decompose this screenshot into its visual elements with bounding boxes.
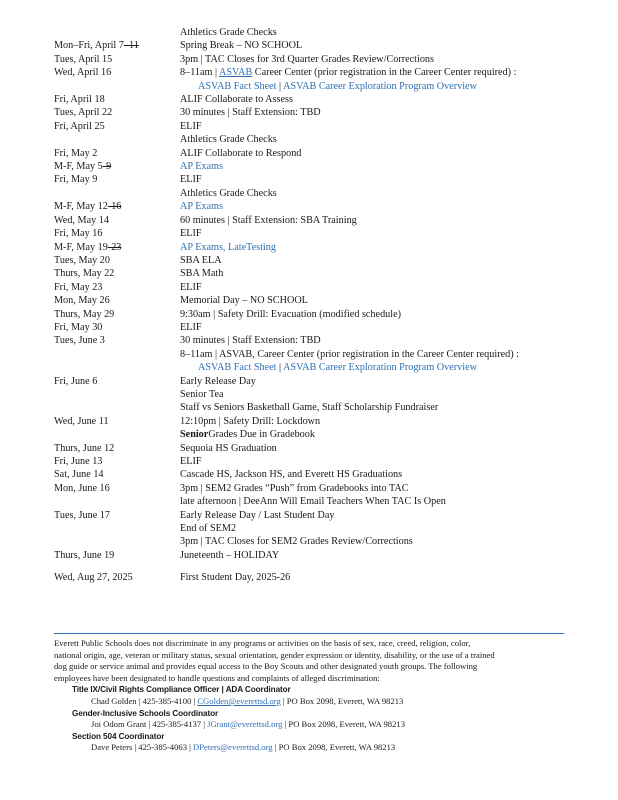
event-text: Staff vs Seniors Basketball Game, Staff Scholarship Fundraiser: [180, 402, 439, 414]
date-struck-text: -23: [107, 241, 122, 253]
schedule-row: [54, 147, 594, 160]
schedule-row: [54, 549, 594, 562]
schedule-row: [54, 26, 594, 39]
event-text: Career Center (prior registration in the Career Center required) :: [252, 67, 517, 79]
schedule-row: [54, 241, 594, 254]
schedule-event: [180, 281, 202, 294]
event-text: ALIF Collaborate to Assess: [180, 94, 293, 106]
schedule-date: [54, 361, 180, 374]
schedule-row: [54, 334, 594, 347]
date-struck-text: -9: [102, 161, 112, 173]
schedule-row: [54, 80, 594, 93]
schedule-row: [54, 173, 594, 186]
date-text: Sat, June 14: [54, 469, 104, 481]
date-text: Wed, June 11: [54, 415, 109, 427]
schedule-event: [180, 120, 202, 133]
event-text: 3pm | SEM2 Grades “Push” from Gradebooks into TAC: [180, 482, 409, 494]
date-text: Fri, May 30: [54, 321, 103, 333]
schedule-event: [180, 39, 302, 52]
schedule-row: [54, 571, 594, 584]
event-text: 8–11am | ASVAB, Career Center (prior registration in the Career Center required) :: [180, 348, 519, 360]
schedule-event: [180, 227, 202, 240]
schedule-event: [180, 549, 279, 562]
schedule-event: [180, 53, 434, 66]
date-text: Thurs, June 12: [54, 442, 115, 454]
event-text: Athletics Grade Checks: [180, 27, 277, 38]
schedule-date: [54, 509, 180, 522]
schedule-date: [54, 147, 180, 160]
schedule-date: [54, 375, 180, 388]
schedule-date: [54, 214, 180, 227]
schedule-date: [54, 267, 180, 280]
event-text: Early Release Day / Last Student Day: [180, 509, 335, 521]
contact-title: Gender-Inclusive Schools Coordinator: [72, 708, 219, 718]
date-text: Wed, April 16: [54, 67, 112, 79]
schedule-date: [54, 26, 180, 39]
schedule-date: [54, 482, 180, 495]
date-text: Thurs, June 19: [54, 549, 115, 561]
contact-email-link[interactable]: CGolden@everettsd.org: [197, 695, 281, 706]
schedule-event: [180, 415, 320, 428]
event-text: First Student Day, 2025-26: [180, 572, 291, 584]
date-text: Fri, April 18: [54, 94, 105, 106]
event-text: 3pm | TAC Closes for SEM2 Grades Review/Corrections: [180, 536, 413, 548]
schedule-event: [180, 214, 357, 227]
schedule-event: [180, 482, 409, 495]
schedule-date: [54, 133, 180, 146]
schedule-row: [54, 321, 594, 334]
schedule-row: [54, 214, 594, 227]
date-text: Tues, June 17: [54, 509, 110, 521]
schedule-date: [54, 173, 180, 186]
schedule-row: [54, 133, 594, 146]
schedule-event: [180, 571, 290, 584]
date-text: Tues, April 22: [54, 107, 113, 119]
schedule-date: [54, 334, 180, 347]
schedule-row: [54, 482, 594, 495]
resource-link[interactable]: ASVAB Fact Sheet: [198, 362, 277, 374]
event-text: Athletics Grade Checks: [180, 187, 277, 199]
schedule-date: [54, 93, 180, 106]
schedule-event: [180, 428, 315, 441]
schedule-row: [54, 361, 594, 374]
event-text: |: [276, 362, 284, 374]
schedule-date: [54, 53, 180, 66]
event-text: |: [276, 80, 284, 92]
schedule-row: [54, 428, 594, 441]
schedule-event: [180, 66, 516, 79]
date-text: M-F, May 5: [54, 161, 103, 173]
event-text: ELIF: [180, 174, 202, 186]
event-text: Sequoia HS Graduation: [180, 442, 277, 454]
schedule-date: [54, 66, 180, 79]
schedule-date: [54, 160, 180, 173]
date-text: Fri, May 9: [54, 174, 98, 186]
contact-line: [54, 719, 574, 731]
schedule-row: [54, 281, 594, 294]
event-bold-text: Senior: [180, 429, 209, 441]
statement-line: Everett Public Schools does not discriminate in any programs or activities on the basis of sex, race, creed, religion, color,: [54, 638, 471, 648]
schedule-row: [54, 106, 594, 119]
date-text: Wed, May 14: [54, 214, 109, 226]
schedule-event: [180, 375, 256, 388]
schedule-event: [180, 254, 222, 267]
date-text: Fri, June 6: [54, 375, 98, 387]
date-text: Mon–Fri, April 7: [54, 40, 124, 52]
schedule-date: [54, 442, 180, 455]
schedule-row: [54, 200, 594, 213]
ap-exams-link[interactable]: AP Exams: [180, 161, 223, 173]
date-struck-text: -16: [107, 201, 122, 213]
contact-email-link[interactable]: DPeters@everettsd.org: [193, 742, 273, 753]
event-text: Senior Tea: [180, 388, 224, 400]
contact-address: | PO Box 2098, Everett, WA 98213: [280, 695, 404, 706]
schedule-row: [54, 160, 594, 173]
event-text: 30 minutes | Staff Extension: TBD: [180, 107, 321, 119]
date-text: Mon, May 26: [54, 295, 110, 307]
date-text: M-F, May 12: [54, 201, 108, 213]
schedule-row: [54, 120, 594, 133]
schedule-date: [54, 321, 180, 334]
schedule-row: [54, 535, 594, 548]
schedule-row: [54, 227, 594, 240]
schedule-event: [180, 267, 223, 280]
event-text: 3pm | TAC Closes for 3rd Quarter Grades Review/Corrections: [180, 53, 434, 65]
schedule-row: [54, 388, 594, 401]
resource-link[interactable]: ASVAB Career Exploration Program Overview: [283, 362, 477, 374]
contact-list: [54, 684, 574, 754]
schedule-event: [180, 321, 202, 334]
date-text: Thurs, May 22: [54, 268, 115, 280]
schedule-date: [54, 388, 180, 401]
statement-line: dog guide or service animal and provides equal access to the Boy Scouts and other designated youth groups. The following: [54, 661, 478, 672]
contact-name-phone: Dave Peters | 425-385-4063 |: [91, 742, 194, 753]
schedule-event: [180, 106, 321, 119]
resource-link[interactable]: ASVAB Fact Sheet: [198, 80, 277, 92]
schedule-table: [54, 26, 594, 585]
date-text: Fri, May 2: [54, 147, 98, 159]
schedule-row: [54, 93, 594, 106]
schedule-event: [180, 468, 402, 481]
schedule-date: [54, 106, 180, 119]
statement-line: national origin, age, veteran or military status, sexual orientation, gender expression or identity, disability, or the use of a trained: [54, 649, 495, 660]
contact-name-phone: Chad Golden | 425-385-4100 |: [91, 695, 198, 706]
schedule-row: [54, 254, 594, 267]
schedule-event: [180, 348, 519, 361]
contact-line: [54, 742, 574, 754]
contact-address: | PO Box 2098, Everett, WA 98213: [282, 719, 405, 730]
date-text: Wed, Aug 27, 2025: [54, 572, 133, 584]
event-text: End of SEM2: [180, 523, 237, 535]
schedule-row: [54, 348, 594, 361]
date-text: Tues, June 3: [54, 335, 105, 347]
schedule-event: [180, 495, 446, 508]
event-text: 9:30am | Safety Drill: Evacuation (modified schedule): [180, 308, 402, 320]
schedule-date: [54, 348, 180, 361]
schedule-date: [54, 549, 180, 562]
event-text: late afternoon | DeeAnn Will Email Teachers When TAC Is Open: [180, 496, 446, 508]
schedule-event: [180, 187, 277, 200]
schedule-row: [54, 53, 594, 66]
schedule-date: [54, 254, 180, 267]
contact-name-phone: Joi Odom Grant | 425-385-4137 |: [91, 719, 208, 730]
schedule-event: [180, 388, 224, 401]
event-text: Juneteenth – HOLIDAY: [180, 549, 280, 561]
schedule-row: [54, 415, 594, 428]
schedule-row: [54, 468, 594, 481]
schedule-date: [54, 227, 180, 240]
schedule-event: [180, 147, 301, 160]
schedule-date: [54, 241, 180, 254]
event-text: Spring Break – NO SCHOOL: [180, 40, 303, 52]
schedule-date: [54, 294, 180, 307]
schedule-date: [54, 571, 180, 584]
schedule-date: [54, 80, 180, 93]
schedule-row: [54, 455, 594, 468]
schedule-date: [54, 535, 180, 548]
schedule-date: [54, 522, 180, 535]
date-text: Thurs, May 29: [54, 308, 115, 320]
schedule-date: [54, 428, 180, 441]
schedule-date: [54, 415, 180, 428]
schedule-row: [54, 39, 594, 52]
schedule-event: [180, 509, 334, 522]
schedule-event: [180, 308, 401, 321]
schedule-event: [180, 334, 321, 347]
schedule-event: [180, 26, 277, 39]
schedule-date: [54, 281, 180, 294]
schedule-row: [54, 308, 594, 321]
schedule-date: [54, 455, 180, 468]
schedule-date: [54, 468, 180, 481]
date-text: Tues, April 15: [54, 53, 113, 65]
schedule-event: [180, 455, 202, 468]
event-text: SBA Math: [180, 268, 224, 280]
date-text: Tues, May 20: [54, 254, 110, 266]
schedule-row: [54, 442, 594, 455]
schedule-row: [54, 495, 594, 508]
date-text: Fri, May 23: [54, 281, 103, 293]
event-text: ELIF: [180, 321, 202, 333]
schedule-event: [180, 173, 202, 186]
event-text: ELIF: [180, 228, 202, 240]
event-text: 8–11am |: [180, 67, 220, 79]
event-text: ALIF Collaborate to Respond: [180, 147, 302, 159]
schedule-row: [54, 294, 594, 307]
event-text: Athletics Grade Checks: [180, 134, 277, 146]
event-text: 12:10pm | Safety Drill: Lockdown: [180, 415, 321, 427]
date-struck-text: –11: [123, 40, 139, 52]
schedule-event: [180, 442, 277, 455]
schedule-event: [180, 361, 477, 374]
footer-divider: [54, 633, 564, 634]
schedule-date: [54, 200, 180, 213]
event-text: Cascade HS, Jackson HS, and Everett HS Graduations: [180, 469, 403, 481]
schedule-event: [180, 200, 223, 213]
schedule-date: [54, 39, 180, 52]
schedule-date: [54, 401, 180, 414]
schedule-date: [54, 120, 180, 133]
event-text: Memorial Day – NO SCHOOL: [180, 295, 308, 307]
nondiscrimination-footer: [54, 638, 574, 754]
event-text: 30 minutes | Staff Extension: TBD: [180, 335, 321, 347]
ap-exams-link[interactable]: AP Exams, LateTesting: [180, 241, 276, 253]
resource-link[interactable]: ASVAB Career Exploration Program Overview: [283, 80, 477, 92]
schedule-event: [180, 93, 293, 106]
schedule-row: [54, 66, 594, 79]
schedule-event: [180, 294, 308, 307]
contact-title: Section 504 Coordinator: [72, 731, 165, 741]
schedule-row: [54, 375, 594, 388]
schedule-date: [54, 308, 180, 321]
date-text: Fri, April 25: [54, 120, 105, 132]
schedule-event: [180, 535, 413, 548]
contact-address: | PO Box 2098, Everett, WA 98213: [272, 742, 396, 753]
event-text: SBA ELA: [180, 254, 222, 266]
date-text: Fri, June 13: [54, 456, 103, 467]
ap-exams-link[interactable]: AP Exams: [180, 201, 223, 213]
schedule-date: [54, 187, 180, 200]
asvab-link[interactable]: ASVAB: [219, 67, 253, 79]
schedule-row: [54, 509, 594, 522]
schedule-event: [180, 80, 477, 93]
nondiscrimination-statement: [54, 638, 574, 684]
schedule-row: [54, 267, 594, 280]
contact-title: Title IX/Civil Rights Compliance Officer | ADA Coordinator: [72, 685, 291, 695]
contact-email-link[interactable]: JGrant@everettsd.org: [207, 719, 283, 730]
schedule-event: [180, 133, 277, 146]
schedule-event: [180, 401, 438, 414]
schedule-row: [54, 187, 594, 200]
date-text: M-F, May 19: [54, 241, 108, 253]
event-text: ELIF: [180, 456, 202, 467]
schedule-event: [180, 241, 276, 254]
event-text: 60 minutes | Staff Extension: SBA Training: [180, 214, 357, 226]
schedule-event: [180, 522, 236, 535]
event-text: Grades Due in Gradebook: [208, 429, 315, 441]
event-text: ELIF: [180, 120, 202, 132]
statement-line: employees have been designated to handle questions and complaints of alleged discrimination:: [54, 672, 380, 683]
date-text: Fri, May 16: [54, 228, 103, 240]
event-text: Early Release Day: [180, 375, 256, 387]
schedule-date: [54, 495, 180, 508]
contact-line: [54, 696, 574, 708]
schedule-event: [180, 160, 223, 173]
event-text: ELIF: [180, 281, 202, 293]
date-text: Mon, June 16: [54, 482, 110, 494]
schedule-row: [54, 401, 594, 414]
schedule-row: [54, 522, 594, 535]
